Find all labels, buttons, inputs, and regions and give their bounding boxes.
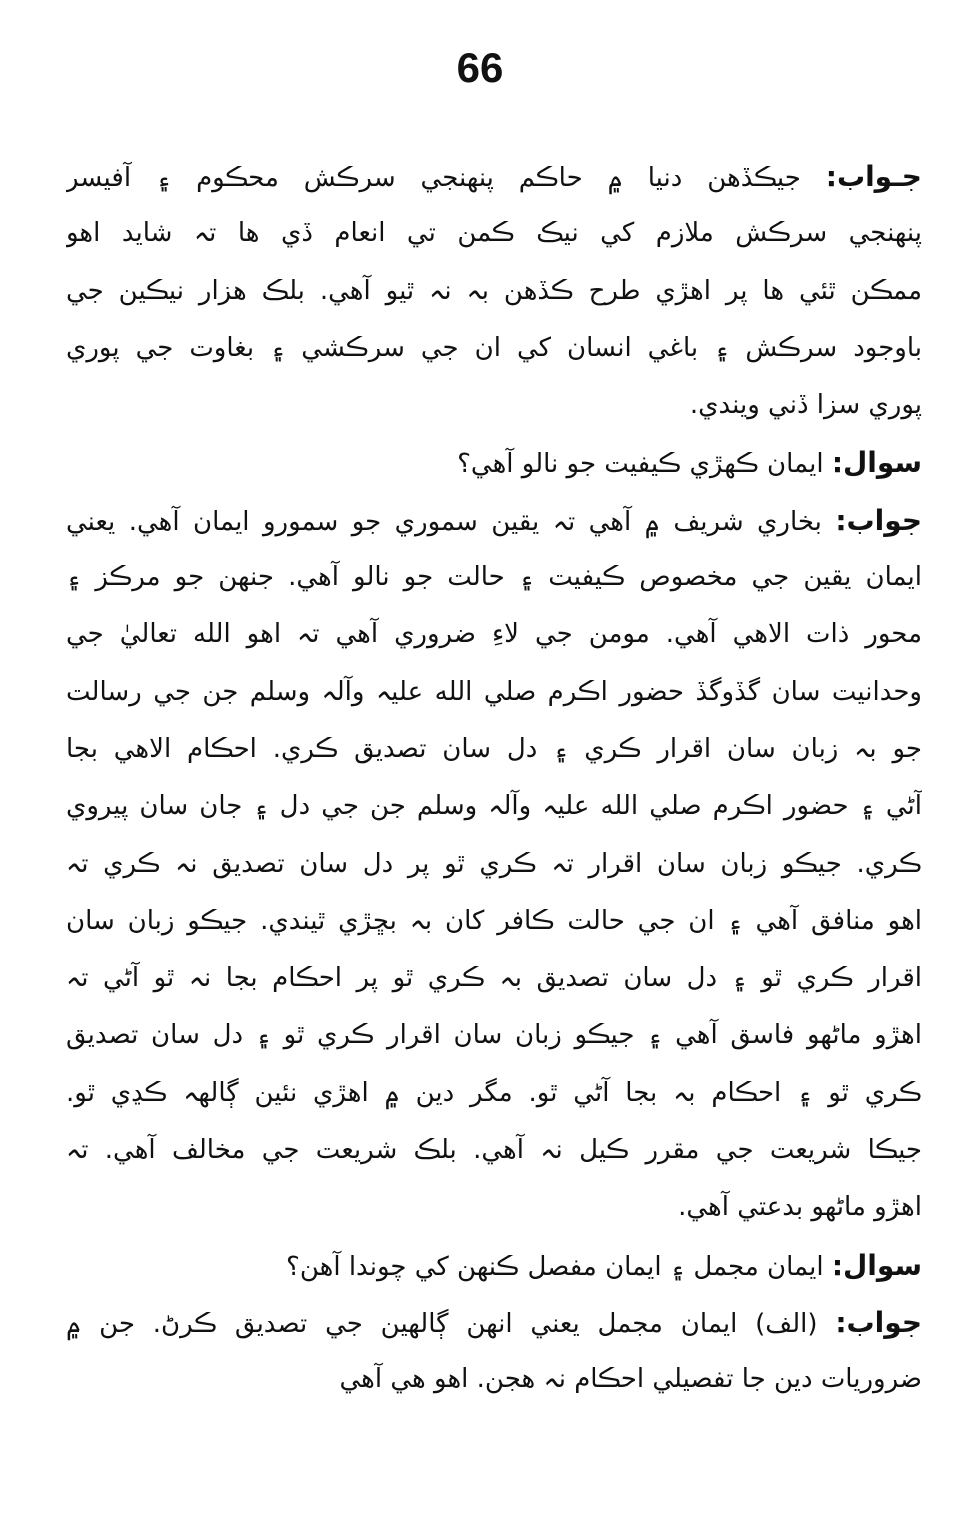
line-text: ڪري ٿو ۽ احڪام بہ بجا آڻي ٿو. مگر دين ۾ اهڙي نئين ڳالهہ ڪڍي ٿو. (66, 1077, 922, 1108)
text-line (66, 950, 922, 1007)
paragraph-start-line (66, 148, 922, 205)
paragraph-start-line (66, 434, 922, 491)
text-line (66, 1351, 922, 1408)
qa-label: جواب: (835, 1305, 922, 1339)
qa-label: جواب: (835, 503, 922, 537)
line-text: پوري سزا ڏني ويندي. (689, 390, 922, 421)
qa-label: سوال: (831, 1248, 922, 1282)
text-line (66, 721, 922, 778)
text-line (66, 1007, 922, 1064)
text-line (66, 549, 922, 606)
page-number: 66 (456, 44, 504, 91)
text-line (66, 778, 922, 835)
paragraph-start-line (66, 1237, 922, 1294)
line-text: (الف) ايمان مجمل يعني انهن ڳالهين جي تصديق ڪرڻ. جن ۾ (66, 1308, 836, 1339)
line-text: اقرار ڪري ٿو ۽ دل سان تصديق بہ ڪري ٿو پر احڪام بجا نہ ٿو آڻي تہ (66, 963, 922, 994)
line-text: ڪري. جيڪو زبان سان اقرار تہ ڪري ٿو پر دل سان تصديق نہ ڪري تہ (66, 848, 922, 879)
line-text: جيڪا شريعت جي مقرر ڪيل نہ آهي. بلڪ شريعت جي مخالف آهي. تہ (66, 1135, 922, 1166)
line-text: باوجود سرڪش ۽ باغي انسان کي ان جي سرڪشي ۽ بغاوت جي پوري (66, 332, 922, 363)
line-text: اهڙو ماڻهو بدعتي آهي. (678, 1192, 922, 1223)
text-line (66, 893, 922, 950)
line-text: ضروريات دين جا تفصيلي احڪام نہ هجن. اهو هي آهي (339, 1364, 922, 1395)
line-text: جو بہ زبان سان اقرار ڪري ۽ دل سان تصديق ڪري. احڪام الاهي بجا (66, 733, 922, 764)
qa-label: جـواب: (825, 160, 922, 193)
line-text: اهڙو ماڻهو فاسق آهي ۽ جيڪو زبان سان اقرار ڪري ٿو ۽ دل سان تصديق (66, 1020, 922, 1051)
line-text: ايمان مجمل ۽ ايمان مفصل ڪنهن کي چوندا آهن؟ (286, 1251, 832, 1282)
text-line (66, 836, 922, 893)
line-text: وحدانيت سان گڏوگڏ حضور اڪرم صلي الله عليہ وآلہ وسلم جن جي رسالت (66, 676, 922, 707)
text-line (66, 1065, 922, 1122)
page-body (66, 148, 922, 1409)
line-text: ايمان ڪهڙي ڪيفيت جو نالو آهي؟ (457, 449, 832, 480)
line-text: آڻي ۽ حضور اڪرم صلي الله عليہ وآلہ وسلم جن جي دل ۽ جان سان پيروي (66, 791, 922, 822)
text-line (66, 205, 922, 262)
line-text: محور ذات الاهي آهي. مومن جي لاءِ ضروري آهي تہ اهو الله تعاليٰ جي (66, 619, 922, 650)
text-line (66, 664, 922, 721)
text-line (66, 263, 922, 320)
text-line (66, 1179, 922, 1236)
text-line (66, 377, 922, 434)
line-text: بخاري شريف ۾ آهي تہ يقين سموري جو سمورو ايمان آهي. يعني (66, 506, 836, 537)
text-line (66, 1122, 922, 1179)
line-text: پنهنجي سرڪش ملازم کي نيڪ ڪمن تي انعام ڏي ها تہ شايد اهو (66, 218, 922, 249)
line-text: جيڪڏهن دنيا ۾ حاڪم پنهنجي سرڪش محڪوم ۽ آفيسر (66, 163, 826, 193)
paragraph-start-line (66, 492, 922, 549)
text-line (66, 606, 922, 663)
text-line (66, 320, 922, 377)
line-text: اهو منافق آهي ۽ ان جي حالت ڪافر کان بہ بڇڙي ٿيندي. جيڪو زبان سان (66, 905, 922, 936)
paragraph-start-line (66, 1294, 922, 1351)
line-text: ايمان يقين جي مخصوص ڪيفيت ۽ حالت جو نالو آهي. جنهن جو مرڪز ۽ (66, 562, 922, 593)
line-text: ممڪن ٿئي ها پر اهڙي طرح ڪڏهن بہ نہ ٿيو آهي. بلڪ هزار نيڪين جي (66, 275, 922, 306)
qa-label: سوال: (831, 446, 922, 480)
